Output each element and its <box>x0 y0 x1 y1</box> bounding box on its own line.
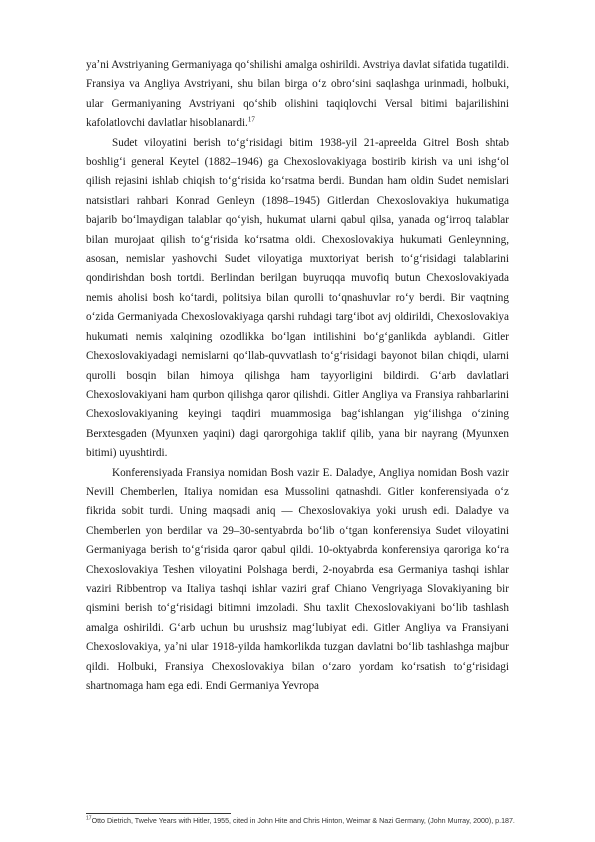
footnote <box>86 816 516 826</box>
footnote-text: Otto Dietrich, Twelve Years with Hitler, 1955, cited in John Hite and Chris Hinton, Weimar & Nazi Germany, (John Murray, 2000), p.187. <box>91 817 515 825</box>
footnote-number: 17 <box>86 815 92 822</box>
footnote-divider <box>86 813 231 814</box>
paragraph-3: Konferensiyada Fransiya nomidan Bosh vazir E. Daladye, Angliya nomidan Bosh vazir Nevill Chemberlen, Italiya nomidan esa Mussolini qatnashdi. Gitler konferensiyada oʻz fikrida sobit turdi. Uning maqsadi aniq — Chexoslovakiya yoki urush edi. Daladye va Chemberlen yon berdilar va 29–30-sentyabrda boʻlib oʻtgan konferensiya Sudet viloyatini Germaniyaga berish toʻgʻrisida qaror qabul qildi. 10-oktyabrda konferensiya qaroriga koʻra Chexoslovakiya Teshen viloyatini Polshaga berdi, 2-noyabrda esa Germaniya tashqi ishlar vaziri Ribbentrop va Italiya tashqi ishlar vaziri graf Chiano Vengriyaga Slovakiyaning bir qismini berish toʻgʻrisidagi bitimni imzoladi. Shu taxlit Chexoslovakiyani boʻlib tashlash amalga oshirildi. Gʻarb uchun bu urushsiz magʻlubiyat edi. Gitler Angliya va Fransiyani Chexoslovakiya, yaʼni ular 1918-yilda hamkorlikda tuzgan davlatni boʻlib tashlashga majbur qildi. Holbuki, Fransiya Chexoslovakiya bilan oʻzaro yordam koʻrsatish toʻgʻrisidagi shartnomaga ham ega edi. Endi Germaniya Yevropa <box>86 466 509 692</box>
footnote-reference[interactable]: 17 <box>247 115 255 124</box>
body-text <box>86 56 509 696</box>
paragraph-1 <box>86 56 509 134</box>
paragraph-1-text: yaʼni Avstriyaning Germaniyaga qoʻshilishi amalga oshirildi. Avstriya davlat sifatida tugatildi. Fransiya va Angliya Avstriyani, shu bilan birga oʻz obroʻsini saqlashga urinmadi, holbuki, ular Germaniyaning Avstriyani qoʻshib olishini taqiqlovchi Versal bitimi bajarilishini kafolatlovchi davlatlar hisoblanardi. <box>86 59 509 130</box>
paragraph-2: Sudet viloyatini berish toʻgʻrisidagi bitim 1938-yil 21-apreelda Gitrel Bosh shtab boshligʻi general Keytel (1882–1946) ga Chexoslovakiyaga bostirib kirish va uni ishgʻol qilish rejasini ishlab chiqish toʻgʻrisida koʻrsatma berdi. Bundan ham oldin Sudet nemislari natsistlari rahbari Konrad Genleyn (1898–1945) Gitlerdan Chexoslovakiya hukumatiga bajarib boʻlmaydigan talablar qoʻyish, hukumat ularni qabul qilsa, yanada ogʻirroq talablar bilan murojaat qilish toʻgʻrisida koʻrsatma oldi. Chexoslovakiya hukumati Genleynning, asosan, nemislar yashovchi Sudet viloyatiga muxtoriyat berish toʻgʻrisidagi talablarini qondirishdan bosh tortdi. Berlindan berilgan buyruqqa muvofiq butun Chexoslovakiyada nemis aholisi bosh koʻtardi, politsiya bilan qurolli toʻqnashuvlar roʻy berdi. Bir vaqtning oʻzida Germaniyada Chexoslovakiyaga qarshi ruhdagi targʻibot avj oldirildi, Chexoslovakiya hukumati nemis xalqining ozodlikka boʻlgan intilishini boʻgʻganlikda ayblandi. Gitler Chexoslovakiyadagi nemislarni qoʻllab-quvvatlash toʻgʻrisidagi bayonot bilan chiqdi, ularni qurolli bosqin bilan himoya qilishga ham tayyorligini bildirdi. Gʻarb davlatlari Chexoslovakiyani ham qurbon qilishga qaror qilishdi. Gitler Angliya va Fransiya rahbarlarini Chexoslovakiyaning keyingi taqdiri muammosiga bagʻishlangan yigʻilishga oʻzining Berxtesgaden (Myunxen yaqini) dagi qarorgohiga taklif qilib, yana bir nayrang (Myunxen bitimi) uyushtirdi. <box>86 136 509 460</box>
